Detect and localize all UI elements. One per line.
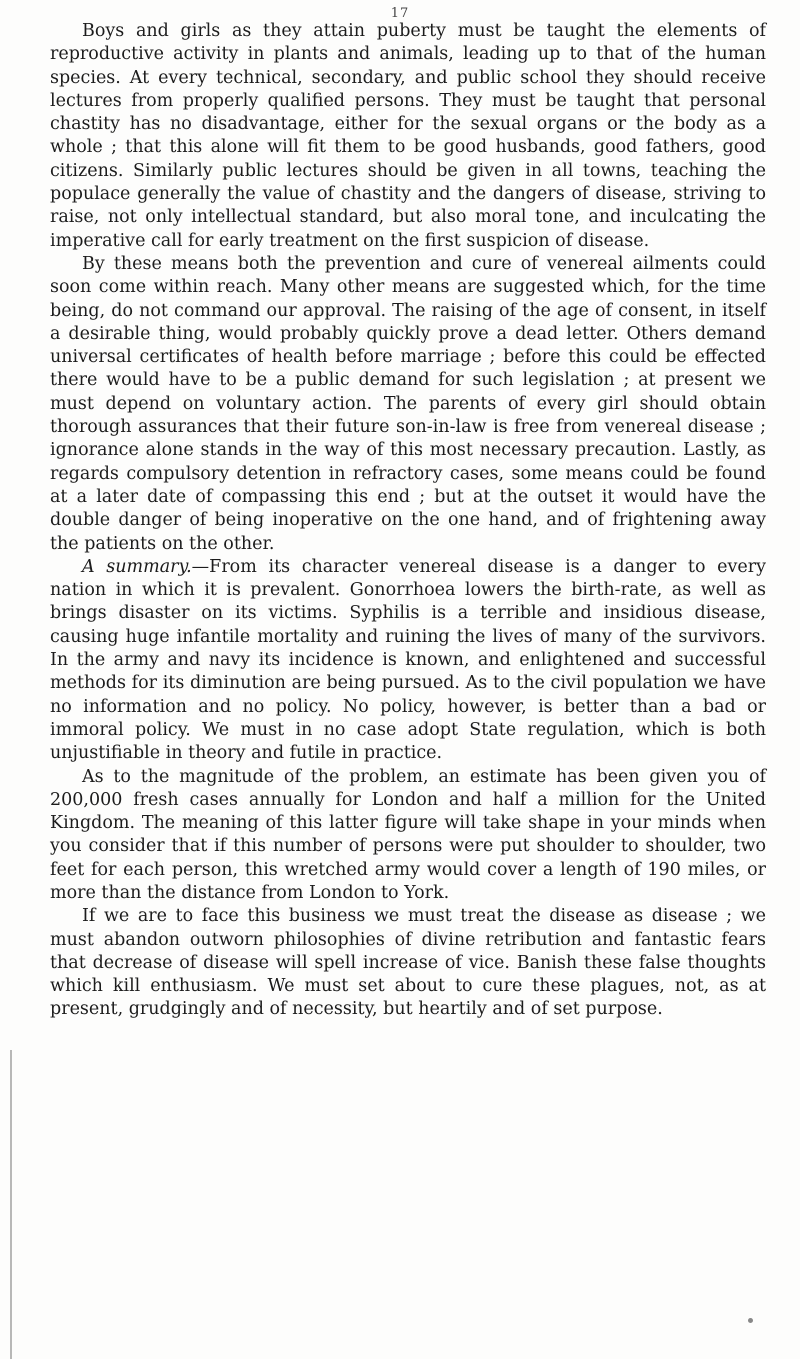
body-text [50, 20, 766, 1022]
paragraph-conclusion: If we are to face this business we must treat the disease as disease ; we must abandon outworn philosophies of divine retribution and fantastic fears that decrease of disease will spell increase of vice. Banish these false thoughts which kill enthusiasm. We must set about to cure these plagues, not, as at present, grudgingly and of necessity, but heartily and of set purpose. [50, 906, 766, 1020]
summary-body: —From its character venereal disease is a danger to every nation in which it is prevalent. Gonorrhoea lowers the birth-rate, as well as brings disaster on its victims. Syphilis is a terrible and insidious disease, causing huge infantile mortality and ruining the lives of many of the survivors. In the army and navy its incidence is known, and enlightened and successful methods for its diminution are being pursued. As to the civil population we have no information and no policy. No policy, however, is better than a bad or immoral policy. We must in no case adopt State regulation, which is both unjustifiable in theory and futile in practice. [50, 556, 766, 764]
paragraph-magnitude: As to the magnitude of the problem, an estimate has been given you of 200,000 fresh cases annually for London and half a million for the United Kingdom. The meaning of this latter figure will take shape in your minds when you consider that if this number of persons were put shoulder to shoulder, two feet for each person, this wretched army would cover a length of 190 miles, or more than the distance from London to York. [50, 766, 766, 903]
paragraph-school-education: Boys and girls as they attain puberty must be taught the elements of reproductive activity in plants and animals, leading up to that of the human species. At every technical, secondary, and public school they should receive lectures from properly qualified persons. They must be taught that personal chastity has no disadvantage, either for the sexual organs or the body as a whole ; that this alone will fit them to be good husbands, good fathers, good citizens. Similarly public lectures should be given in all towns, teaching the populace generally the value of chastity and the dangers of disease, striving to raise, not only intellectual standard, but also moral tone, and inculcating the imperative call for early treatment on the first suspicion of disease. [50, 21, 766, 251]
ink-speck [748, 1318, 753, 1323]
page-number: 17 [390, 6, 410, 21]
summary-subheading: A summary. [82, 556, 192, 577]
paragraph-prevention-means: By these means both the prevention and cure of venereal ailments could soon come within reach. Many other means are suggested which, for the time being, do not command our approval. The raising of the age of consent, in itself a desirable thing, would probably quickly prove a dead letter. Others demand universal certificates of health before marriage ; before this could be effected there would have to be a public demand for such legislation ; at present we must depend on voluntary action. The parents of every girl should obtain thorough assurances that their future son-in-law is free from venereal disease ; ignorance alone stands in the way of this most necessary precaution. Lastly, as regards compulsory detention in refractory cases, some means could be found at a later date of compassing this end ; but at the outset it would have the double danger of being inoperative on the one hand, and of frightening away the patients on the other. [50, 253, 766, 554]
page-edge-shadow [10, 1050, 12, 1359]
paragraph-summary [50, 556, 766, 766]
